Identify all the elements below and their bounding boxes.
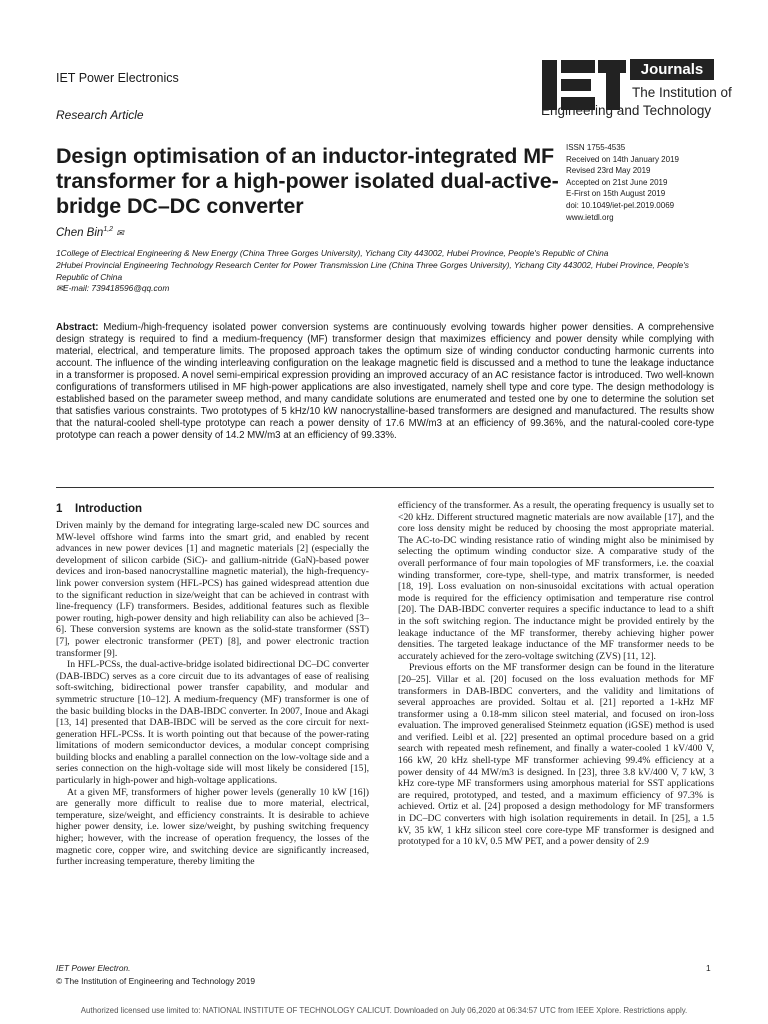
abstract-label: Abstract: [56, 322, 99, 333]
journal-name: IET Power Electronics [56, 71, 179, 85]
left-column [56, 520, 369, 868]
envelope-icon[interactable]: ✉ [116, 227, 124, 238]
revised-date: Revised 23rd May 2019 [566, 166, 651, 176]
right-column [398, 500, 714, 848]
issn: ISSN 1755-4535 [566, 143, 626, 152]
abstract [56, 322, 714, 442]
footer-copyright: © The Institution of Engineering and Technology 2019 [56, 976, 256, 986]
author-affiliation-marks: 1,2 [103, 226, 114, 233]
institution-name-line2: Engineering and Technology [541, 103, 712, 118]
paragraph: Driven mainly by the demand for integrating large-scaled new DC sources and MW-level offshore wind farms into the smart grid, and enabled by recent advances in new power devices [1] and magnetic materials [2] (especially the development of silicon carbide (SiC)- and gallium-nitride (GaN)-based power devices and iron-based nanocrystalline magnetic material), the high-frequency-link power conversion system (HFL-PCS) has gained widespread attention due to the significant reduction in size/weight that can be achieved in contrast with line-frequency (LF) transformers. Besides, additional features such as flexible power routing, high-power density and high reliability can also be achieved [3–6]. These conversion systems are known as the solid-state transformer (SST) [7], power electronic transformer (PET) [8], and power electronic traction transformer [9]. [56, 520, 369, 659]
received-date: Received on 14th January 2019 [566, 154, 679, 164]
paragraph: efficiency of the transformer. As a result, the operating frequency is usually set to <20 kHz. Different structured magnetic materials are now available [17], and the core loss density might be reduced by choosing the most appropriate material. The AC-to-DC winding resistance ratio of winding might also be minimised by selecting the optimum winding conductor size. A comparative study of the overall performance of four main topologies of MF transformers, i.e. the coaxial winding transformer, core-type, shell-type, and matrix transformer, is needed [18, 19]. Loss evaluation on non-sinusoidal excitations with actual operation mode is required for the efficiency optimisation and temperature rise control [20]. The DAB-IBDC converter requires a specific inductance to lead to a shift in the soft switching region. The inductance might be provided entirely by the leakage inductance of the MF transformer, thereby achieving higher power densities. The targeted leakage inductance of the MF transformer needs to be accurately achieved for the zero-voltage switching (ZVS) [11, 12]. [398, 500, 714, 662]
journals-label: Journals [630, 59, 714, 80]
paragraph: In HFL-PCSs, the dual-active-bridge isolated bidirectional DC–DC converter (DAB-IBDC) serves as a core circuit due to its advantages of ease of realising soft-switching, bidirectional power transfer capability, and modular and symmetric structure [10–12]. A medium-frequency (MF) transformer is one of the basic building blocks in the DAB-IBDC converter. In 2007, Inoue and Akagi [13, 14] presented that DAB-IBDC will be served as the core circuit for next-generation HFL-PCSs. It is worth pointing out that because of the power-rating limitations of modern semiconductor devices, a modular concept comprising building blocks and enabling a parallel connection on the low-voltage side and a series connection on the high-voltage side will most likely be considered [15], particularly in high-power and high-voltage applications. [56, 659, 369, 787]
affiliation-2: 2Hubei Provincial Engineering Technology Research Center for Power Transmission Line (China Three Gorges University), Yichang City 443002, Hubei Province, People's Republic of China [56, 259, 689, 282]
envelope-icon: ✉ [56, 283, 64, 294]
institution-name-line1: The Institution of [632, 85, 732, 100]
article-type: Research Article [56, 108, 144, 122]
author-name: Chen Bin [56, 226, 104, 239]
license-notice: Authorized licensed use limited to: NATIONAL INSTITUTE OF TECHNOLOGY CALICUT. Downloaded on July 06,2020 at 06:34:57 UTC from IEEE Xplore. Restrictions apply. [80, 1006, 688, 1015]
section-heading [56, 503, 142, 515]
affiliations [56, 248, 716, 295]
paragraph: At a given MF, transformers of higher power levels (generally 10 kW [16]) are generally more difficult to realise due to more material, electrical, temperature, size/weight, and efficiency constraints. It is desirable to achieve higher power density, i.e. lower size/weight, by pushing switching frequency higher; however, with the increase of operation frequency, the losses of the magnetic core, copper wire, and switching device are significantly increased, further increasing temperature, thereby limiting the [56, 786, 369, 868]
paragraph: Previous efforts on the MF transformer design can be found in the literature [20–25]. Villar et al. [20] focused on the loss evaluation methods for MF transformers in DAB-IBDC converters, and the validity and limitations of several approaches are provided. Soltau et al. [21] reported a 1-kHz MF transformer using a 0.18-mm silicon steel material, and focused on iron-loss evaluation. The improved generalised Steinmetz equation (iGSE) method is used and verified. Leibl et al. [22] presented an optimal procedure based on a grid search with repeated mesh refinement, and finally a water-cooled 1 kV/400 V, 166 kW, 20 kHz shell-type MF transformer achieving 99.4% efficiency at a power density of 44 MW/m3 is designed. In [23], three 3.8 kV/400 V, 7 kW, 3 kHz core-type MF transformers using amorphous material for SST applications are required, prototyped, and tested, and a maximum efficiency of 97.3% is achieved. Ortiz et al. [24] proposed a design methodology for MF transformers in DC–DC converters with high isolation requirements in detail. In [25], a 1.5 kV, 35 kW, 1 kHz silicon steel core core-type MF transformer is designed and prototyped for a 10 kV, 0.5 MW PET, and a power density of 2.9 [398, 662, 714, 848]
section-divider [56, 487, 714, 488]
footer-journal: IET Power Electron. [56, 963, 131, 973]
efirst-date: E-First on 15th August 2019 [566, 189, 666, 199]
article-metadata [566, 142, 736, 223]
paper-title: Design optimisation of an inductor-integrated MF transformer for a high-power isolated dual-active-bridge DC–DC converter [56, 144, 559, 218]
accepted-date: Accepted on 21st June 2019 [566, 177, 668, 187]
section-number: 1 [56, 503, 63, 515]
website-link[interactable]: www.ietdl.org [566, 212, 614, 222]
corresponding-email[interactable]: ✉E-mail: 739418596@qq.com [56, 283, 170, 294]
abstract-text: Medium-/high-frequency isolated power conversion systems are continuously evolving towards higher power densities. A comprehensive design strategy is required to find a medium-frequency (MF) transformer design that maximizes efficiency and power density while complying with material, electrical, and temperature limits. The proposed approach takes the optimum size of winding conductor conducting harmonic currents into account. The influence of the winding interleaving configuration on the leakage magnetic field is discussed and a method to tune the leakage inductance in a transformer is proposed. A novel semi-empirical expression providing an improved accuracy of an AC resistance factor is introduced. Two well-known configurations of transformers utilised in MF high-power applications are also investigated, namely shell type and core type. The design methodology is established based on the parameter sweep method, and many candidate solutions are enumerated and tested one by one to determine the solution set that satisfies various constraints. Two prototypes of 5 kHz/10 kW nanocrystalline-based transformers are designed and manufactured. The results show that the natural-cooled shell-type prototype can reach a power density of 17.6 MW/m3 at an efficiency of 99.36%, and the natural-cooled core-type prototype can reach a power density of 14.2 MW/m3 at an efficiency of 99.33%. [56, 322, 714, 442]
page-number: 1 [706, 963, 711, 973]
author-line [56, 226, 124, 239]
section-title: Introduction [75, 503, 143, 515]
doi[interactable]: doi: 10.1049/iet-pel.2019.0069 [566, 200, 675, 210]
affiliation-1: 1College of Electrical Engineering & New Energy (China Three Gorges University), Yichang City 443002, Hubei Province, People's Republic of China [56, 248, 609, 258]
